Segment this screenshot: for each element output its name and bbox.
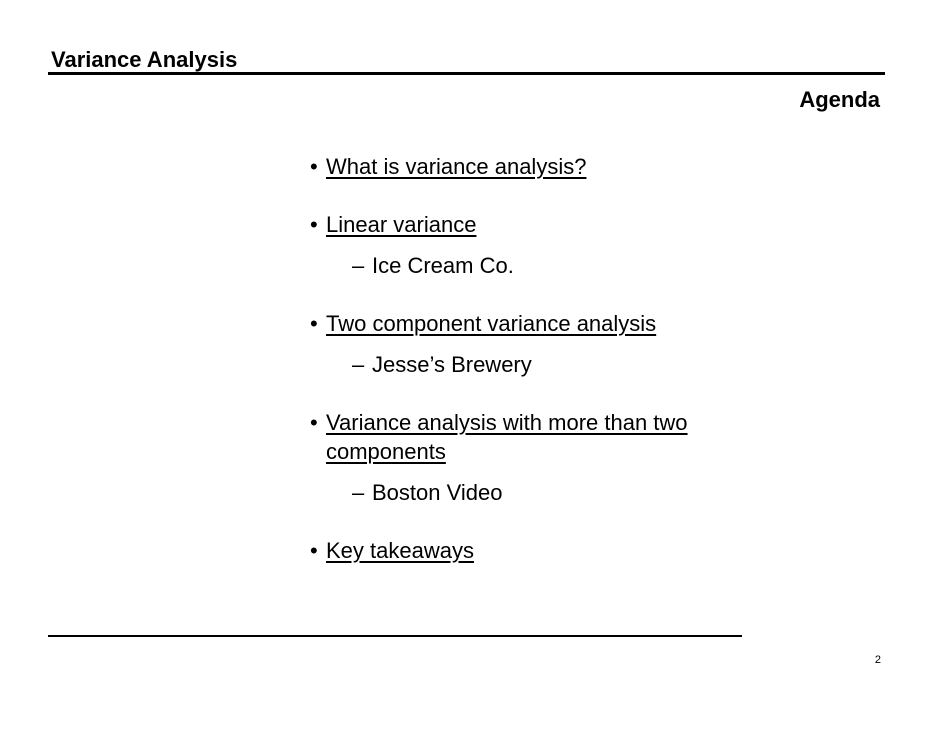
agenda-link-linear-variance[interactable]: Linear variance xyxy=(326,212,477,237)
agenda-item xyxy=(310,152,700,181)
agenda-subitem xyxy=(352,478,700,507)
dash-icon: – xyxy=(352,253,365,278)
agenda-link-multi-component[interactable]: Variance analysis with more than two components xyxy=(326,410,688,464)
agenda-link-key-takeaways[interactable]: Key takeaways xyxy=(326,538,474,563)
bullet-icon: • xyxy=(310,538,318,563)
agenda-subitem-label: Ice Cream Co. xyxy=(372,253,514,278)
bullet-icon: • xyxy=(310,410,318,435)
slide-title: Variance Analysis xyxy=(51,47,238,72)
agenda-item xyxy=(310,536,700,565)
agenda-subitem xyxy=(352,251,700,280)
agenda-subitem-label: Jesse’s Brewery xyxy=(372,352,532,377)
agenda-item xyxy=(310,309,700,379)
page-number: 2 xyxy=(874,654,881,666)
bullet-icon: • xyxy=(310,311,318,336)
bullet-icon: • xyxy=(310,212,318,237)
dash-icon: – xyxy=(352,352,365,377)
dash-icon: – xyxy=(352,480,365,505)
agenda-item xyxy=(310,210,700,280)
section-label: Agenda xyxy=(799,87,880,112)
agenda-item xyxy=(310,408,700,507)
agenda-subitem-label: Boston Video xyxy=(372,480,503,505)
footer-divider xyxy=(48,635,742,637)
agenda-link-two-component[interactable]: Two component variance analysis xyxy=(326,311,657,336)
agenda-list xyxy=(310,152,700,594)
title-divider xyxy=(48,72,885,75)
bullet-icon: • xyxy=(310,154,318,179)
agenda-subitem xyxy=(352,350,700,379)
agenda-link-variance-analysis[interactable]: What is variance analysis? xyxy=(326,154,587,179)
